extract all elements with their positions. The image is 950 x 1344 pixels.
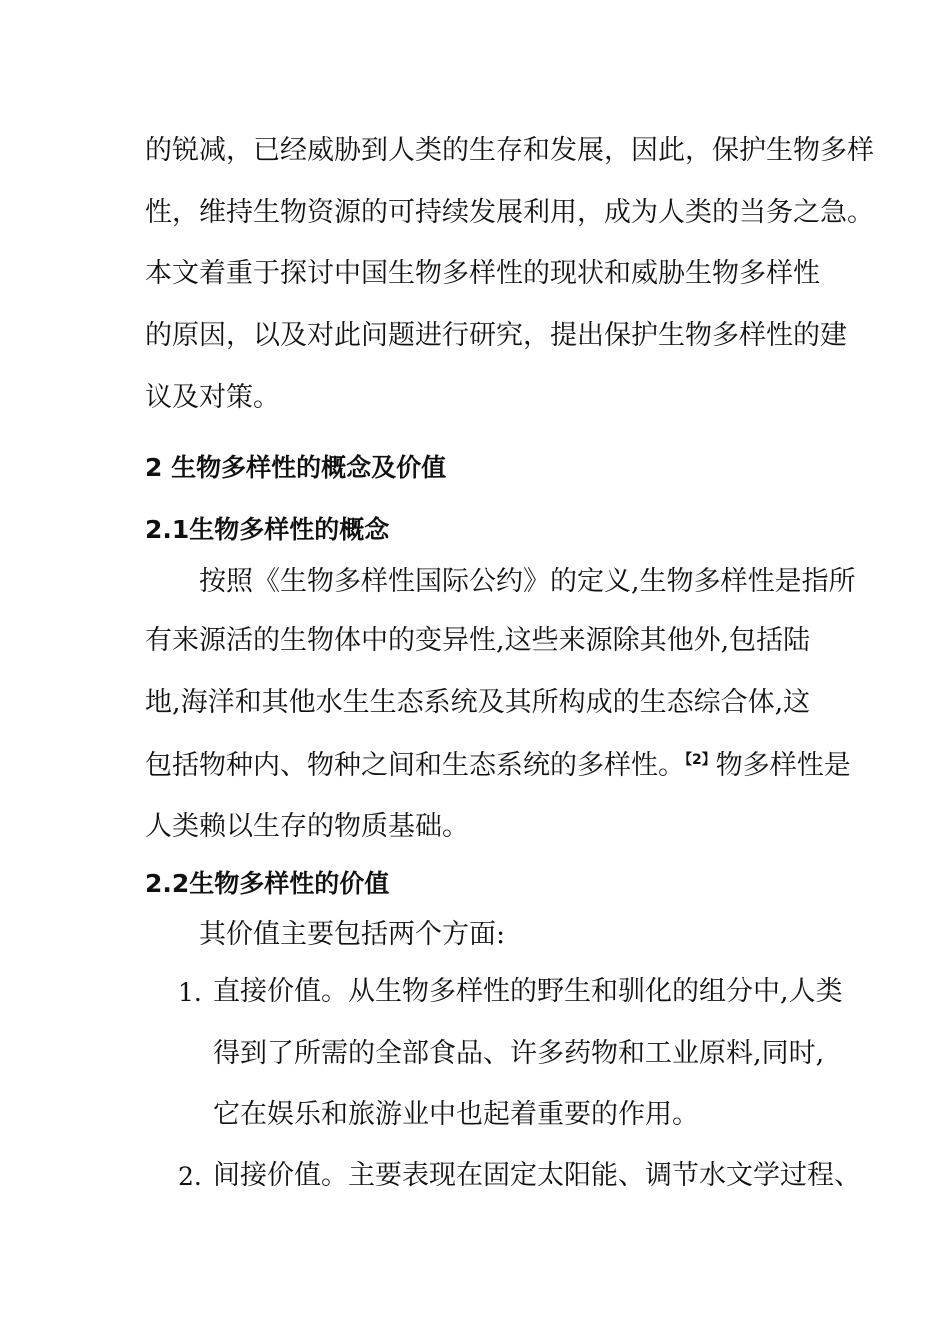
- section-2-1-line-4-after: 物多样性是: [715, 750, 851, 781]
- list-item-1-line-2: 得到了所需的全部食品、许多药物和工业原料,同时,: [213, 1038, 825, 1069]
- list-item-1-line-1: 直接价值。从生物多样性的野生和驯化的组分中,人类: [213, 976, 843, 1007]
- intro-line-5: 议及对策。: [145, 382, 280, 413]
- section-2-1-line-3: 地,海洋和其他水生生态系统及其所构成的生态综合体,这: [145, 687, 811, 718]
- list-item-2-number: 2.: [178, 1162, 202, 1191]
- citation-marker: 【2】: [685, 752, 716, 768]
- section-2-1-line-4-before: 包括物种内、物种之间和生态系统的多样性。: [145, 750, 685, 781]
- intro-line-4: 的原因，以及对此问题进行研究，提出保护生物多样性的建: [145, 320, 847, 351]
- section-2-1-line-5: 人类赖以生存的物质基础。: [145, 811, 469, 842]
- list-item-1-line-3: 它在娱乐和旅游业中也起着重要的作用。: [213, 1099, 699, 1130]
- list-item-1-number: 1.: [178, 978, 202, 1007]
- section-2-1-line-4: [145, 744, 851, 788]
- section-2-1-line-1: 按照《生物多样性国际公约》的定义,生物多样性是指所: [199, 566, 856, 597]
- section-2-heading: 2 生物多样性的概念及价值: [145, 453, 447, 482]
- section-2-2-heading: 2.2生物多样性的价值: [145, 869, 390, 898]
- intro-line-2: 性，维持生物资源的可持续发展利用，成为人类的当务之急。: [145, 197, 874, 228]
- section-2-2-intro: 其价值主要包括两个方面:: [199, 919, 506, 950]
- section-2-1-heading: 2.1生物多样性的概念: [145, 515, 390, 544]
- section-2-1-line-2: 有来源活的生物体中的变异性,这些来源除其他外,包括陆: [145, 625, 811, 656]
- intro-line-3: 本文着重于探讨中国生物多样性的现状和威胁生物多样性: [145, 258, 820, 289]
- list-item-2-line-1: 间接价值。主要表现在固定太阳能、调节水文学过程、: [213, 1160, 861, 1191]
- intro-line-1: 的锐减，已经威胁到人类的生存和发展，因此，保护生物多样: [145, 135, 874, 166]
